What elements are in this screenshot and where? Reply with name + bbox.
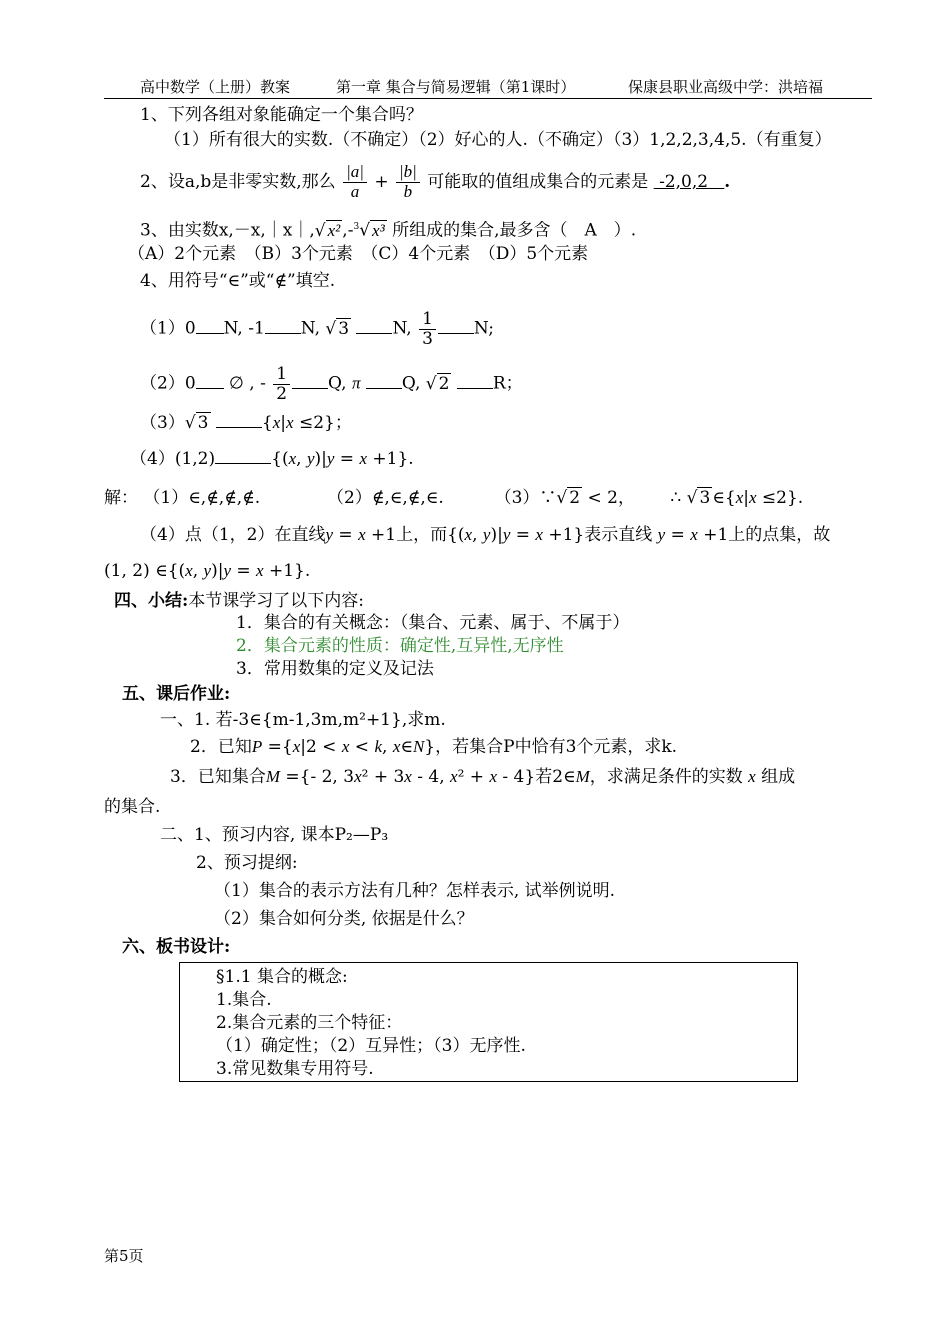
homework-q3-tail: 的集合.: [104, 797, 161, 817]
summary-title: 四、小结:: [114, 591, 189, 611]
solution-line3: (1, 2) ∈{(x, y)|y = x +1}.: [104, 561, 311, 581]
page-header: [104, 76, 872, 99]
homework-title: 五、课后作业:: [122, 684, 231, 704]
q4-row4: （4）(1,2) {(x, y)|y = x +1}.: [130, 449, 414, 469]
solution-line2: （4）点（1，2）在直线y = x +1上，而{(x, y)|y = x +1}表示直线 y = x +1上的点集，故: [140, 525, 831, 545]
homework-q3-prefix: 3．已知集合: [170, 767, 266, 787]
q2-answer: -2,0,2: [659, 172, 709, 192]
q4-row1: （1）0 N, -1 N, √ 3 N, $\frac{1}{3}$ N;: [140, 309, 494, 349]
sqrt-x-squared: √ x²: [314, 220, 341, 241]
summary-item2-prefix: 2．集合元素的性质：: [236, 636, 400, 656]
q1-prompt: 1、下列各组对象能确定一个集合吗？: [140, 105, 423, 125]
board-line-4: （1）确定性；（2）互异性；（3）无序性.: [216, 1036, 526, 1056]
q3-options: （A）2个元素 （B）3个元素 （C）4个元素 （D）5个元素: [128, 244, 589, 264]
summary-heading: [114, 590, 364, 612]
solution-4e: (1, 2): [104, 561, 150, 581]
homework-q1: 一、1. 若-3∈{m-1,3m,m²+1},求m.: [160, 710, 446, 730]
homework-q3-mid: 若: [535, 767, 553, 787]
fraction-abs-a-over-a: $\frac{|a|}{a}$: [343, 163, 367, 201]
homework-outline-1: （1）集合的表示方法有几种？怎样表示, 试举例说明.: [214, 881, 616, 901]
q4-row4-label: （4）(1,2): [130, 449, 216, 469]
header-chapter: 第一章 集合与简易逻辑（第1课时）: [336, 78, 576, 96]
homework-q2-prefix: 2．已知: [190, 737, 252, 757]
q4-row2: （2）0 ∅ , - $\frac{1}{2}$ Q, π Q, √ 2 R；: [140, 364, 523, 404]
q1-items: （1）所有很大的实数.（不确定）（2）好心的人.（不确定）（3）1,2,2,3,4,5.（有重复）: [164, 130, 832, 150]
solution-1: （1）∈,∉,∉,∉.: [143, 488, 261, 508]
homework-q3-end: 组成: [761, 767, 796, 787]
board-line-2: 1.集合.: [216, 990, 272, 1010]
board-design-box: [179, 962, 798, 1082]
homework-preview: 二、1、预习内容, 课本P₂—P₃: [160, 825, 389, 845]
q4-row3: （3）√ 3 {x|x ≤2}；: [140, 413, 352, 433]
solution-4a: （4）点（1，2）在直线: [140, 525, 326, 545]
q4-row2-label: （2）0: [140, 373, 196, 394]
board-title: 六、板书设计:: [122, 937, 231, 957]
homework-q3: 3．已知集合M ={- 2, 3x² + 3x - 4, x² + x - 4}若2∈M，求满足条件的实数 x 组成: [170, 767, 796, 787]
summary-item3: 3．常用数集的定义及记法: [236, 659, 434, 679]
page-number: 第5页: [104, 1247, 144, 1265]
q4-row1-label: （1）0: [140, 318, 196, 339]
solution-4c: 表示直线: [584, 525, 653, 545]
solution-3-prefix: （3）∵: [494, 488, 557, 508]
summary-item1: 1．集合的有关概念：（集合、元素、属于、不属于）: [236, 613, 630, 633]
q3-line: 3、由实数x,－x,｜x｜,√ x² ,-$^3$√ x³ 所组成的集合,最多含（ A ）.: [140, 216, 636, 242]
homework-outline-2: （2）集合如何分类, 依据是什么？: [214, 909, 474, 929]
homework-q3-suffix: ，求满足条件的实数: [589, 767, 743, 787]
board-line-5: 3.常见数集专用符号.: [216, 1059, 374, 1079]
q3-suffix: 所组成的集合,最多含（ A ）.: [392, 220, 637, 241]
solution-4b: 上，而: [396, 525, 448, 545]
solution-label: 解：: [104, 488, 138, 508]
q4-title: 4、用符号“∈”或“∉”填空.: [140, 271, 336, 291]
board-line-1: §1.1 集合的概念:: [216, 967, 348, 987]
q4-row3-label: （3）: [140, 413, 185, 433]
summary-item2-properties: 确定性,互异性,无序性: [399, 636, 564, 656]
solution-2: （2）∉,∈,∉,∈.: [327, 488, 444, 508]
board-line-3: 2.集合元素的三个特征：: [216, 1013, 403, 1033]
q2-prefix: 2、设a,b是非零实数,那么: [140, 172, 336, 192]
summary-item2: [236, 635, 564, 657]
summary-intro: 本节课学习了以下内容:: [188, 591, 365, 611]
header-school: 保康县职业高级中学：洪培福: [628, 78, 824, 96]
homework-q2: 2．已知P ={x|2 < x < k, x∈N}，若集合P中恰有3个元素，求k.: [190, 737, 678, 757]
homework-q2-suffix: ，若集合P中恰有3个元素，求k.: [435, 737, 678, 757]
fraction-abs-b-over-b: $\frac{|b|}{b}$: [396, 163, 420, 201]
header-course: 高中数学（上册）教案: [140, 78, 291, 96]
q2-suffix: 可能取的值组成集合的元素是: [427, 172, 649, 192]
homework-outline: 2、预习提纲:: [196, 853, 298, 873]
solution-line1: 解： （1）∈,∉,∉,∉. （2）∉,∈,∉,∈. （3）∵√ 2 < 2， ∴ √ 3 ∈{x|x ≤2}.: [104, 488, 804, 508]
cbrt-x-cubed: $^3$√ x³: [353, 220, 385, 241]
solution-4d: 上的点集，故: [728, 525, 831, 545]
q2-line: 2、设a,b是非零实数,那么 $\frac{|a|}{a}$ + $\frac{|b|}{b}$ 可能取的值组成集合的元素是 -2,0,2 .: [140, 162, 731, 201]
q3-prefix: 3、由实数x,－x,｜x｜,: [140, 220, 315, 241]
